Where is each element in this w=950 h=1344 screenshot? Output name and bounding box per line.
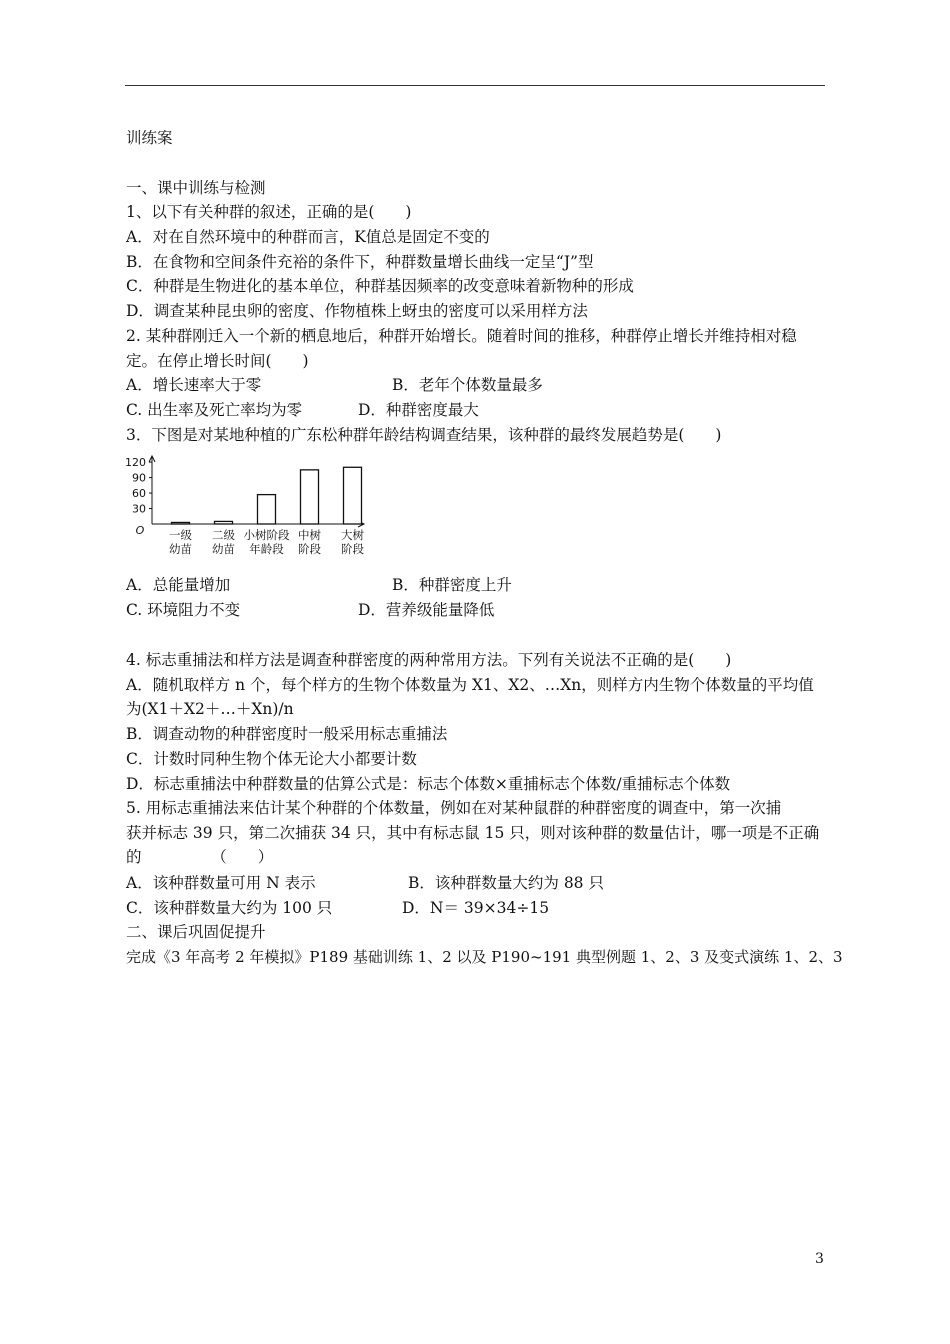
q4-option-c: C．计数时同种生物个体无论大小都要计数 [126,750,417,768]
age-structure-chart [118,452,378,562]
q2-option-c: C. 出生率及死亡率均为零 [126,401,303,419]
x-tick-label: 中树 [298,528,321,542]
q3-option-c: C. 环境阻力不变 [126,601,241,619]
q1-option-d: D．调查某种昆虫卵的密度、作物植株上蚜虫的密度可以采用样方法 [126,302,588,320]
y-tick-label: 90 [132,471,146,485]
bar [301,470,319,524]
q5-stem-line1: 5. 用标志重捕法来估计某个种群的个体数量，例如在对某种鼠群的种群密度的调查中，第一次捕 [126,799,782,817]
q3-stem: 3．下图是对某地种植的广东松种群年龄结构调查结果，该种群的最终发展趋势是( ) [126,426,722,444]
header-rule [125,85,825,86]
x-tick-label: 阶段 [298,542,321,556]
q5-option-b: B．该种群数量大约为 88 只 [408,874,604,892]
section-title: 训练案 [126,129,173,147]
part2-heading: 二、课后巩固促提升 [126,923,266,941]
x-tick-label: 二级 [212,528,235,542]
x-tick-label: 年龄段 [249,542,284,556]
q3-option-a: A．总能量增加 [126,576,231,594]
x-tick-label: 一级 [169,528,192,542]
q2-stem-line1: 2. 某种群刚迁入一个新的栖息地后，种群开始增长。随着时间的推移，种群停止增长并维持相对稳 [126,327,797,345]
x-tick-label: 幼苗 [169,542,192,556]
q4-stem: 4. 标志重捕法和样方法是调查种群密度的两种常用方法。下列有关说法不正确的是( ) [126,651,732,669]
y-tick-label: 30 [132,502,146,516]
y-tick-label: 120 [125,456,146,470]
x-tick-label: 幼苗 [212,542,235,556]
q1-option-b: B．在食物和空间条件充裕的条件下，种群数量增长曲线一定呈“J”型 [126,253,594,271]
bar [344,467,362,524]
q5-stem-line3: 的 （ ） [126,848,274,866]
q1-option-a: A．对在自然环境中的种群而言，K值总是固定不变的 [126,228,490,246]
y-tick-label: 60 [132,487,146,501]
origin-label: O [135,524,145,537]
q3-option-d: D．营养级能量降低 [358,601,495,619]
q2-option-b: B．老年个体数量最多 [392,376,543,394]
q1-stem: 1、以下有关种群的叙述，正确的是( ) [126,203,412,221]
q2-option-d: D．种群密度最大 [358,401,479,419]
q5-stem-line2: 获并标志 39 只，第二次捕获 34 只，其中有标志鼠 15 只，则对该种群的数量估计，哪一项是不正确 [126,824,820,842]
x-tick-label: 大树 [341,528,364,542]
q4-option-a-line1: A．随机取样方 n 个，每个样方的生物个体数量为 X1、X2、…Xn，则样方内生物个体数量的平均值 [126,676,814,694]
q4-option-d: D．标志重捕法中种群数量的估算公式是：标志个体数×重捕标志个体数/重捕标志个体数 [126,775,731,793]
part2-text: 完成《3 年高考 2 年模拟》P189 基础训练 1、2 以及 P190~191 典型例题 1、2、3 及变式演练 1、2、3 [126,948,843,966]
x-tick-label: 阶段 [341,542,364,556]
q1-option-c: C．种群是生物进化的基本单位，种群基因频率的改变意味着新物种的形成 [126,277,634,295]
q5-option-c: C．该种群数量大约为 100 只 [126,899,333,917]
q5-option-d: D．N＝ 39×34÷15 [402,899,550,917]
q4-option-b: B．调查动物的种群密度时一般采用标志重捕法 [126,725,448,743]
q2-stem-line2: 定。在停止增长时间( ) [126,352,309,370]
bar [172,522,190,524]
page-number: 3 [815,1251,824,1267]
q5-option-a: A．该种群数量可用 N 表示 [126,874,316,892]
q3-option-b: B．种群密度上升 [392,576,512,594]
bar [258,495,276,524]
part1-heading: 一、课中训练与检测 [126,179,266,197]
q2-option-a: A．增长速率大于零 [126,376,262,394]
x-tick-label: 小树阶段 [243,528,290,542]
q4-option-a-line2: 为(X1＋X2＋…＋Xn)/n [126,700,294,718]
bar [215,521,233,524]
